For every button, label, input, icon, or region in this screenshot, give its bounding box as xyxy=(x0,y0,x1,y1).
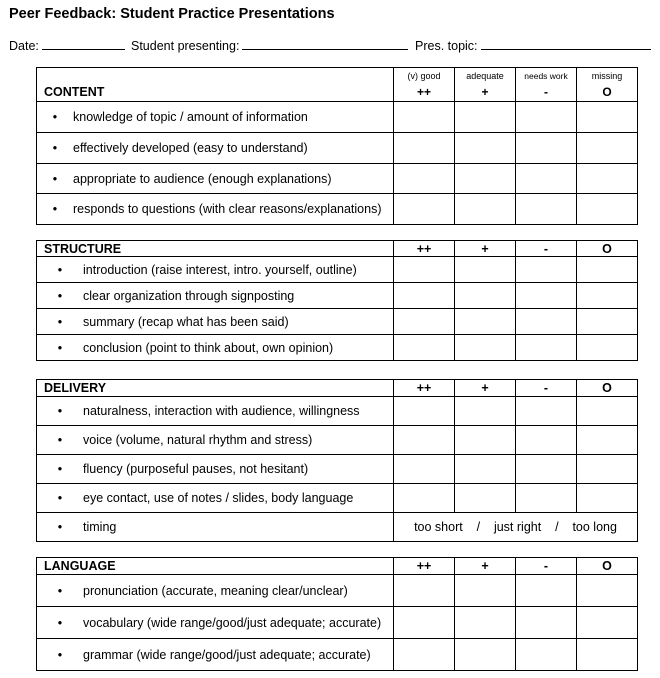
criterion-label: • appropriate to audience (enough explanations) xyxy=(37,164,394,194)
rating-cell[interactable] xyxy=(577,484,638,513)
rating-cell[interactable] xyxy=(394,257,455,283)
rating-cell[interactable] xyxy=(577,575,638,607)
criterion-label: • responds to questions (with clear reasons/explanations) xyxy=(37,194,394,225)
bullet-icon: • xyxy=(57,647,63,662)
rating-cell[interactable] xyxy=(394,455,455,484)
criterion-label: • effectively developed (easy to understand) xyxy=(37,133,394,164)
criterion-label: • voice (volume, natural rhythm and stress) xyxy=(37,426,394,455)
rating-cell[interactable] xyxy=(394,484,455,513)
criterion-label: • pronunciation (accurate, meaning clear/unclear) xyxy=(37,575,394,607)
rating-adequate-header: + xyxy=(455,241,516,257)
rating-cell[interactable] xyxy=(455,257,516,283)
criterion-label: • naturalness, interaction with audience, willingness xyxy=(37,397,394,426)
rating-cell[interactable] xyxy=(455,639,516,671)
rating-cell[interactable] xyxy=(516,397,577,426)
bullet-icon: • xyxy=(52,141,58,155)
bullet-icon: • xyxy=(57,520,63,534)
bullet-icon: • xyxy=(52,110,58,124)
rating-cell[interactable] xyxy=(394,309,455,335)
rating-cell[interactable] xyxy=(394,639,455,671)
rating-cell[interactable] xyxy=(577,335,638,361)
rating-cell[interactable] xyxy=(455,484,516,513)
rating-cell[interactable] xyxy=(455,335,516,361)
table-row xyxy=(37,484,638,513)
language-section xyxy=(36,557,638,671)
rating-cell[interactable] xyxy=(394,575,455,607)
table-row xyxy=(37,426,638,455)
delivery-header-row xyxy=(37,380,638,397)
rating-cell[interactable] xyxy=(577,607,638,639)
rating-cell[interactable] xyxy=(455,283,516,309)
content-section xyxy=(36,67,638,225)
table-row xyxy=(37,283,638,309)
table-row xyxy=(37,133,638,164)
bullet-icon: • xyxy=(57,288,63,303)
rating-cell[interactable] xyxy=(516,194,577,225)
rating-cell[interactable] xyxy=(516,257,577,283)
bullet-icon: • xyxy=(57,404,63,418)
date-label: Date: xyxy=(9,39,39,53)
table-row xyxy=(37,397,638,426)
table-row xyxy=(37,102,638,133)
table-row xyxy=(37,575,638,607)
bullet-icon: • xyxy=(57,314,63,329)
structure-header-row xyxy=(37,241,638,257)
rating-cell[interactable] xyxy=(394,607,455,639)
rating-cell[interactable] xyxy=(516,607,577,639)
rating-cell[interactable] xyxy=(394,397,455,426)
rating-cell[interactable] xyxy=(516,455,577,484)
table-row xyxy=(37,164,638,194)
rating-cell[interactable] xyxy=(577,309,638,335)
rating-cell[interactable] xyxy=(516,102,577,133)
rating-cell[interactable] xyxy=(516,484,577,513)
language-header-row xyxy=(37,558,638,575)
content-header-row xyxy=(37,68,638,102)
rating-cell[interactable] xyxy=(455,164,516,194)
student-label: Student presenting: xyxy=(131,39,240,53)
rating-cell[interactable] xyxy=(394,194,455,225)
rating-missing-header: O xyxy=(577,380,638,397)
rating-cell[interactable] xyxy=(455,455,516,484)
rating-cell[interactable] xyxy=(577,257,638,283)
timing-options[interactable]: too short / just right / too long xyxy=(394,513,638,542)
rating-cell[interactable] xyxy=(577,397,638,426)
structure-section xyxy=(36,240,638,361)
table-row xyxy=(37,607,638,639)
table-row xyxy=(37,309,638,335)
rating-cell[interactable] xyxy=(394,102,455,133)
bullet-icon: • xyxy=(57,433,63,447)
rating-cell[interactable] xyxy=(516,283,577,309)
rating-cell[interactable] xyxy=(516,164,577,194)
table-row xyxy=(37,194,638,225)
bullet-icon: • xyxy=(57,491,63,505)
criterion-label: • introduction (raise interest, intro. yourself, outline) xyxy=(37,257,394,283)
rating-cell[interactable] xyxy=(577,426,638,455)
rating-cell[interactable] xyxy=(577,194,638,225)
criterion-label: • summary (recap what has been said) xyxy=(37,309,394,335)
rating-good-header: ++ xyxy=(394,241,455,257)
rating-cell[interactable] xyxy=(455,575,516,607)
rating-cell[interactable] xyxy=(394,283,455,309)
topic-field xyxy=(415,38,651,53)
rating-cell[interactable] xyxy=(394,164,455,194)
table-row xyxy=(37,335,638,361)
criterion-label: • vocabulary (wide range/good/just adequate; accurate) xyxy=(37,607,394,639)
rating-cell[interactable] xyxy=(455,607,516,639)
student-input-line[interactable] xyxy=(242,38,408,50)
bullet-icon: • xyxy=(57,583,63,598)
rating-cell[interactable] xyxy=(394,133,455,164)
criterion-label: • fluency (purposeful pauses, not hesitant) xyxy=(37,455,394,484)
criterion-label: • knowledge of topic / amount of information xyxy=(37,102,394,133)
criterion-label: • eye contact, use of notes / slides, body language xyxy=(37,484,394,513)
rating-cell[interactable] xyxy=(577,133,638,164)
section-heading: STRUCTURE xyxy=(37,241,394,257)
topic-input-line[interactable] xyxy=(481,38,651,50)
rating-cell[interactable] xyxy=(516,335,577,361)
criterion-label: • timing xyxy=(37,513,394,542)
rating-missing-header: O xyxy=(577,241,638,257)
rating-cell[interactable] xyxy=(516,639,577,671)
rating-cell[interactable] xyxy=(577,164,638,194)
bullet-icon: • xyxy=(57,615,63,630)
rating-good-header: (v) good ++ xyxy=(394,68,455,102)
rating-needs-work-header: - xyxy=(516,241,577,257)
bullet-icon: • xyxy=(52,202,58,216)
table-row xyxy=(37,513,638,542)
date-input-line[interactable] xyxy=(42,38,125,50)
rating-needs-work-header: needs work - xyxy=(516,68,577,102)
delivery-section xyxy=(36,379,638,542)
rating-needs-work-header: - xyxy=(516,380,577,397)
rating-cell[interactable] xyxy=(516,133,577,164)
section-heading: LANGUAGE xyxy=(37,558,394,575)
rating-cell[interactable] xyxy=(516,575,577,607)
rating-cell[interactable] xyxy=(577,639,638,671)
rating-cell[interactable] xyxy=(455,309,516,335)
rating-cell[interactable] xyxy=(455,397,516,426)
bullet-icon: • xyxy=(57,262,63,277)
criterion-label: • conclusion (point to think about, own opinion) xyxy=(37,335,394,361)
rating-cell[interactable] xyxy=(577,455,638,484)
rating-needs-work-header: - xyxy=(516,558,577,575)
table-row xyxy=(37,639,638,671)
rating-cell[interactable] xyxy=(455,102,516,133)
rating-cell[interactable] xyxy=(577,283,638,309)
rating-cell[interactable] xyxy=(516,426,577,455)
criterion-label: • grammar (wide range/good/just adequate; accurate) xyxy=(37,639,394,671)
bullet-icon: • xyxy=(57,340,63,355)
rating-adequate-header: + xyxy=(455,558,516,575)
rating-cell[interactable] xyxy=(577,102,638,133)
rating-adequate-header: + xyxy=(455,380,516,397)
rating-missing-header: O xyxy=(577,558,638,575)
rating-cell[interactable] xyxy=(455,133,516,164)
table-row xyxy=(37,257,638,283)
rating-good-header: ++ xyxy=(394,558,455,575)
bullet-icon: • xyxy=(57,462,63,476)
section-heading: DELIVERY xyxy=(37,380,394,397)
table-row xyxy=(37,455,638,484)
rating-cell[interactable] xyxy=(516,309,577,335)
rating-cell[interactable] xyxy=(394,335,455,361)
bullet-icon: • xyxy=(52,171,58,186)
rating-good-header: ++ xyxy=(394,380,455,397)
page-title: Peer Feedback: Student Practice Presentations xyxy=(9,6,335,22)
criterion-label: • clear organization through signposting xyxy=(37,283,394,309)
rating-cell[interactable] xyxy=(455,194,516,225)
rating-cell[interactable] xyxy=(394,426,455,455)
student-field xyxy=(131,38,408,53)
rating-adequate-header: adequate + xyxy=(455,68,516,102)
topic-label: Pres. topic: xyxy=(415,39,478,53)
section-heading: CONTENT xyxy=(37,68,394,102)
date-field xyxy=(9,38,125,53)
rating-missing-header: missing O xyxy=(577,68,638,102)
rating-cell[interactable] xyxy=(455,426,516,455)
